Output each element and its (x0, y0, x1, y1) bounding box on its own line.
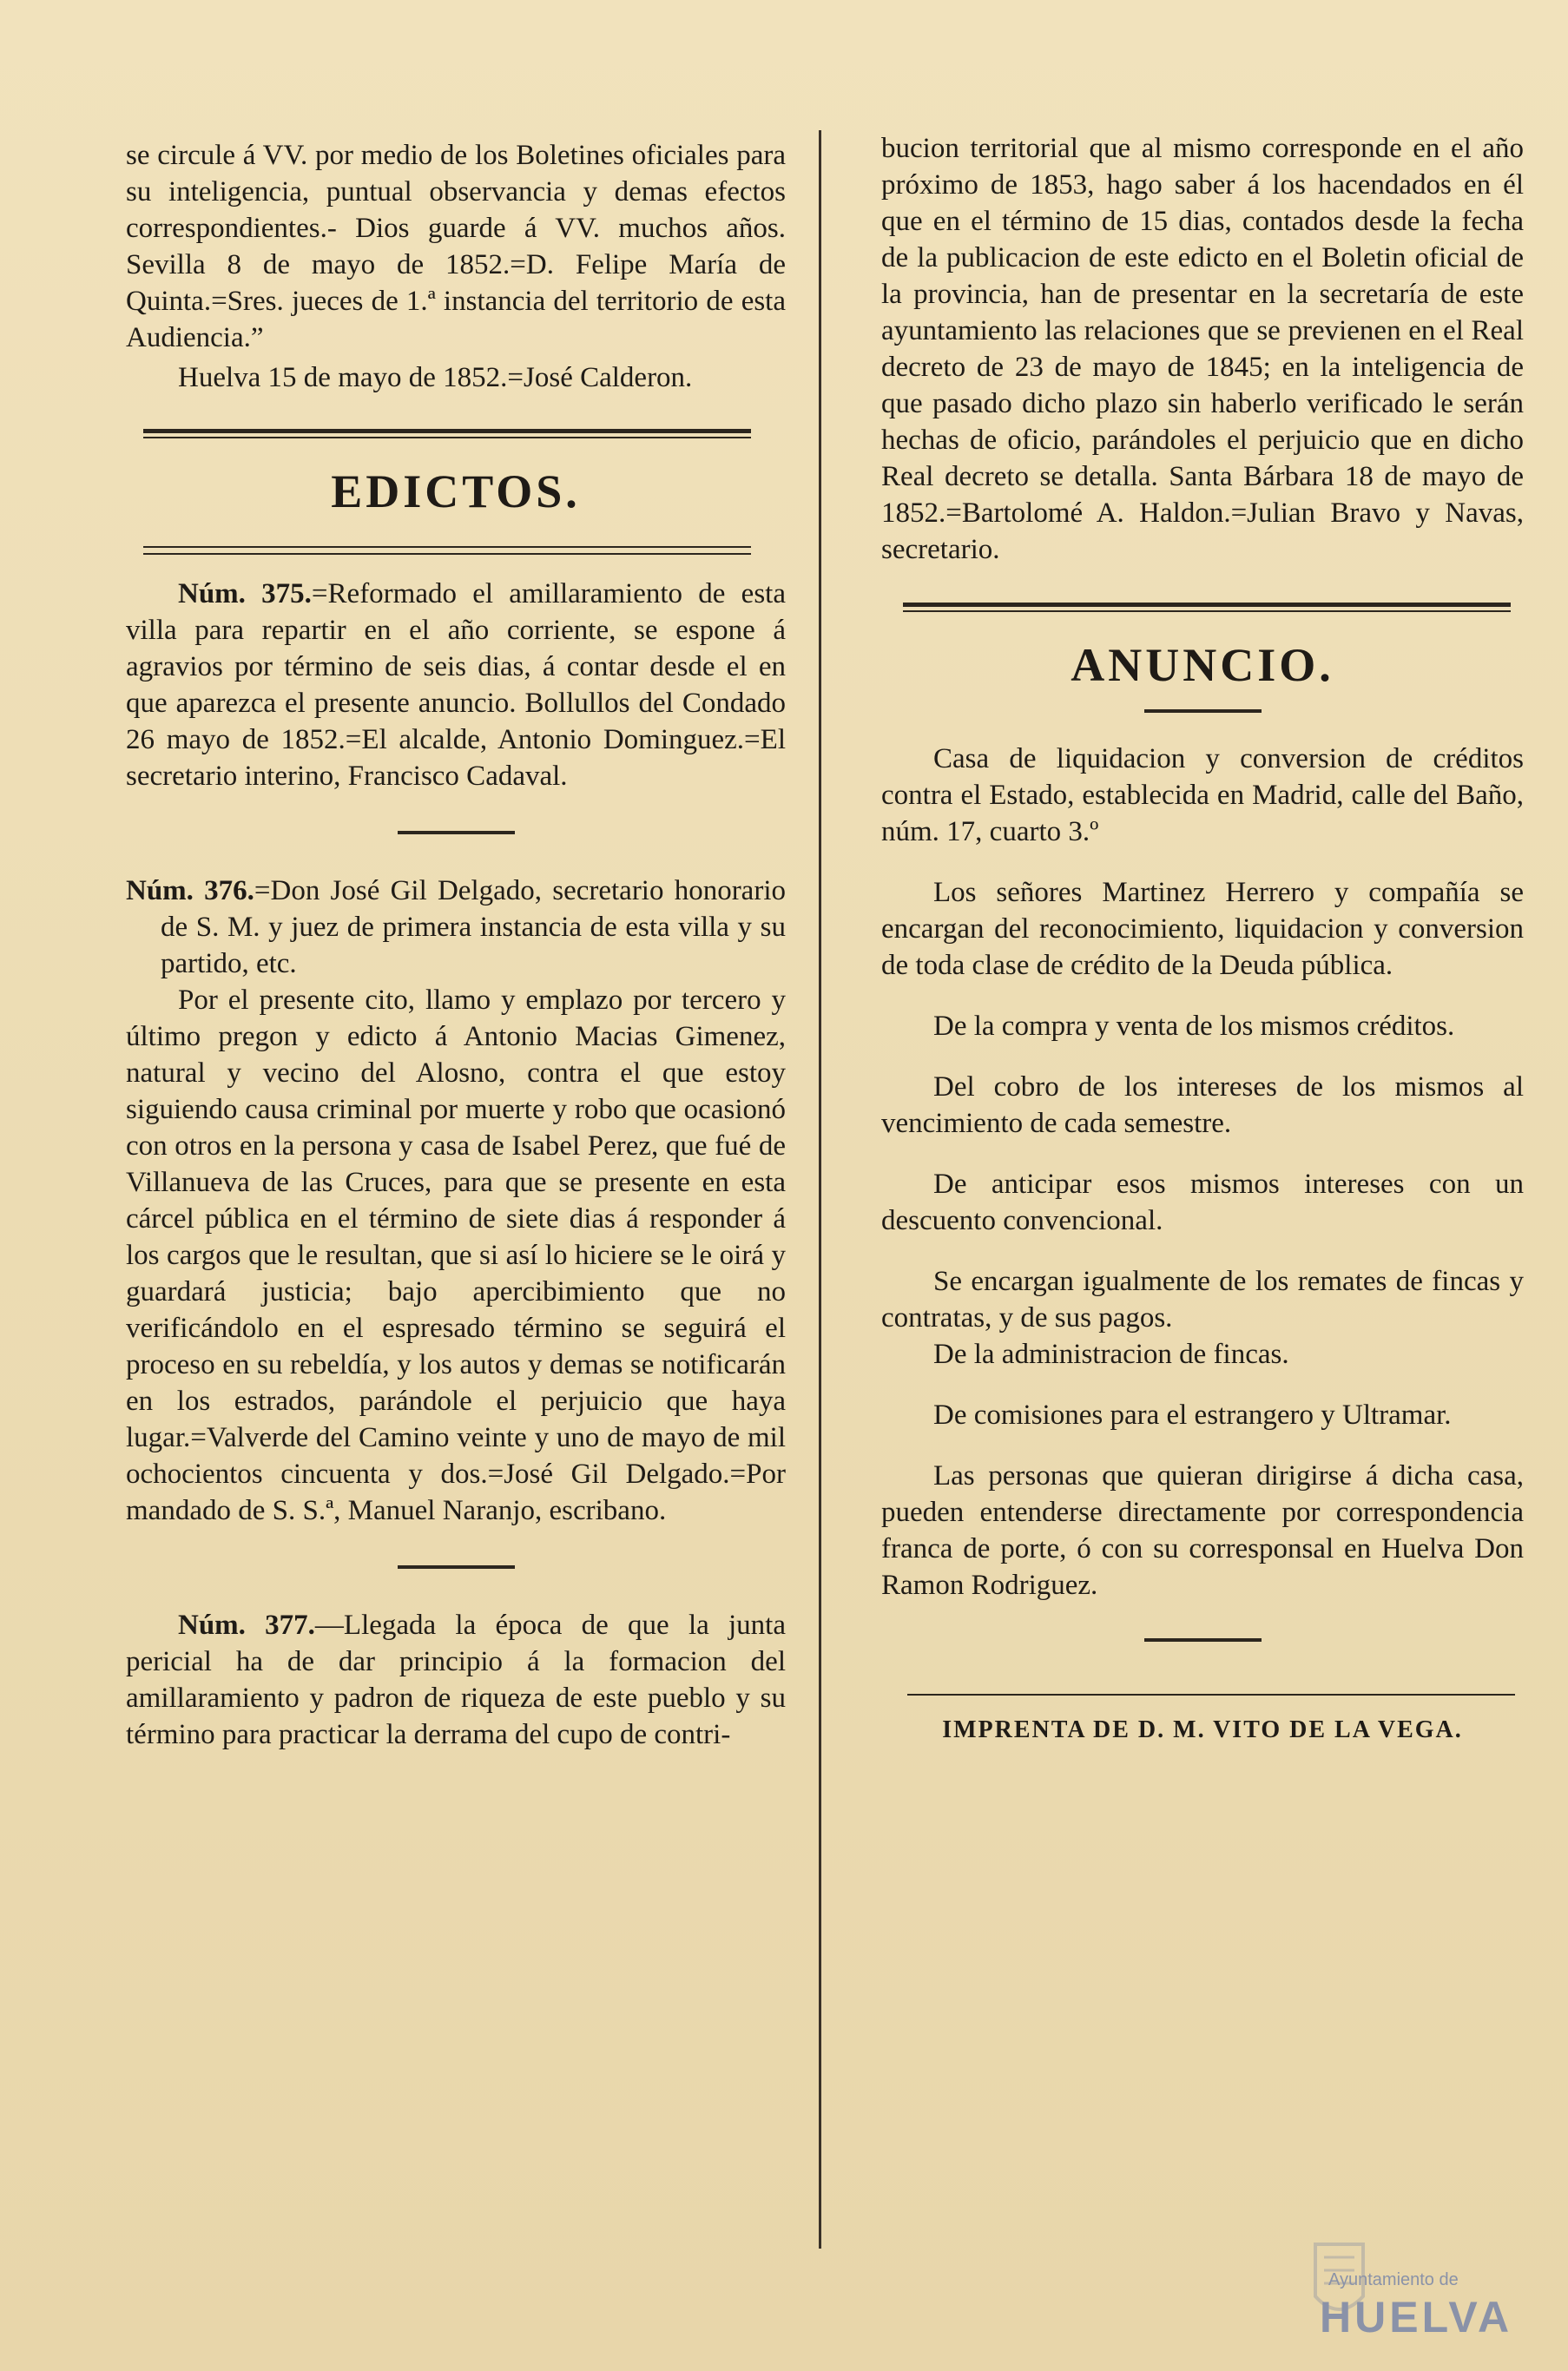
intro-text: se circule á VV. por medio de los Boletines oficiales para su inteligencia, puntual observancia y demas efectos correspondientes.- Dios guarde á VV. muchos años. Sevilla 8 de mayo de 1852.=D. Felipe María de Quinta.=Sres. jueces de 1.ª instancia del territorio de esta Audiencia.” (126, 140, 786, 353)
watermark-small-text: Ayuntamiento de (1328, 2270, 1459, 2289)
edict-separator-2 (398, 1565, 515, 1569)
anuncio-heading: ANUNCIO. (1071, 639, 1334, 691)
notice-paragraph-6: De la administracion de fincas. (933, 1339, 1289, 1370)
imprint-rule (907, 1694, 1515, 1696)
notice-paragraph-1: Los señores Martinez Herrero y compañía se encargan del reconocimiento, liquidacion y conversion de toda clase de crédito de la Deuda pública. (881, 877, 1524, 981)
edict-375-text: =Reformado el amillaramiento de esta villa para repartir en el año corriente, se espone á agravios por término de seis dias, á contar desde el en que aparezca el presente anuncio. Bollullos del Condado 26 mayo de 1852.=El alcalde, Antonio Dominguez.=El secretario interino, Francisco Cadaval. (126, 578, 786, 792)
watermark-large-text: HUELVA (1320, 2293, 1513, 2341)
section-rule-thin-2 (143, 553, 751, 555)
right-column (881, 130, 1524, 1768)
section-rule-thin (143, 546, 751, 548)
notice-paragraph-3: Del cobro de los intereses de los mismos al vencimiento de cada semestre. (881, 1071, 1524, 1139)
notice-end-rule (1144, 1638, 1262, 1642)
imprint-text: IMPRENTA DE D. M. VITO DE LA VEGA. (942, 1716, 1463, 1743)
edict-376-body: Por el presente cito, llamo y emplazo por tercero y último pregon y edicto á Antonio Macias Gimenez, natural y vecino del Alosno, contra el que estoy siguiendo causa criminal por muerte y robo que ocasionó con otros en la persona y casa de Isabel Perez, que fué de Villanueva de las Cruces, para que se presente en esta cárcel pública en el término de siete dias á responder á los cargos que le resultan, que si así lo hiciere se le oirá y guardará justicia; bajo apercibimiento que no verificándolo en el espresado término se seguirá el proceso en su rebeldía, y los autos y demas se notificarán en los estrados, parándole el perjuicio que haya lugar.=Valverde del Camino veinte y uno de mayo de mil ochocientos cincuenta y dos.=José Gil Delgado.=Por mandado de S. S.ª, Manuel Naranjo, escribano. (126, 985, 786, 1526)
edict-375-number: Núm. 375. (178, 578, 312, 609)
anuncio-rule-top (903, 603, 1511, 612)
section-rule-top (143, 429, 751, 438)
notice-intro: Casa de liquidacion y conversion de créditos contra el Estado, establecida en Madrid, calle del Baño, núm. 17, cuarto 3.º (881, 743, 1524, 847)
edict-377 (126, 1607, 786, 1753)
edict-376-header (126, 873, 786, 982)
notice-paragraph-2: De la compra y venta de los mismos créditos. (933, 1011, 1455, 1042)
notice-paragraph-4: De anticipar esos mismos intereses con un descuento convencional. (881, 1169, 1524, 1236)
left-column (126, 130, 786, 1753)
edict-377-number: Núm. 377. (178, 1610, 315, 1641)
notice-paragraph-7: De comisiones para el estrangero y Ultramar. (933, 1400, 1452, 1431)
edict-376-number: Núm. 376. (126, 875, 254, 906)
edict-separator (398, 831, 515, 834)
edict-377-continued: bucion territorial que al mismo corresponde en el año próximo de 1853, hago saber á los hacendados en él que en el término de 15 dias, contados desde la fecha de la publicacion de este edicto en el Boletin oficial de la provincia, han de presentar en la secretaría de este ayuntamiento las relaciones que se previenen en el Real decreto de 23 de mayo de 1845; en la inteligencia de que pasado dicho plazo sin haberlo verificado le serán hechas de oficio, parándoles el perjuicio que en dicho Real decreto se detalla. Santa Bárbara 18 de mayo de 1852.=Bartolomé A. Haldon.=Julian Bravo y Navas, secretario. (881, 133, 1524, 565)
intro-signature: Huelva 15 de mayo de 1852.=José Calderon. (178, 362, 693, 393)
edict-376-title: =Don José Gil Delgado, secretario honorario de S. M. y juez de primera instancia de esta villa y su partido, etc. (161, 875, 786, 979)
notice-paragraph-8: Las personas que quieran dirigirse á dicha casa, pueden entenderse directamente por correspondencia franca de porte, ó con su corresponsal en Huelva Don Ramon Rodriguez. (881, 1460, 1524, 1601)
anuncio-rule-short (1144, 709, 1262, 713)
edict-375 (126, 576, 786, 794)
edictos-heading: EDICTOS. (331, 465, 581, 517)
notice-paragraph-5: Se encargan igualmente de los remates de fincas y contratas, y de sus pagos. (881, 1266, 1524, 1334)
edict-377-text: —Llegada la época de que la junta pericial ha de dar principio á la formacion del amillaramiento y padron de riqueza de este pueblo y su término para practicar la derrama del cupo de contri- (126, 1610, 786, 1750)
column-divider (819, 130, 821, 2249)
